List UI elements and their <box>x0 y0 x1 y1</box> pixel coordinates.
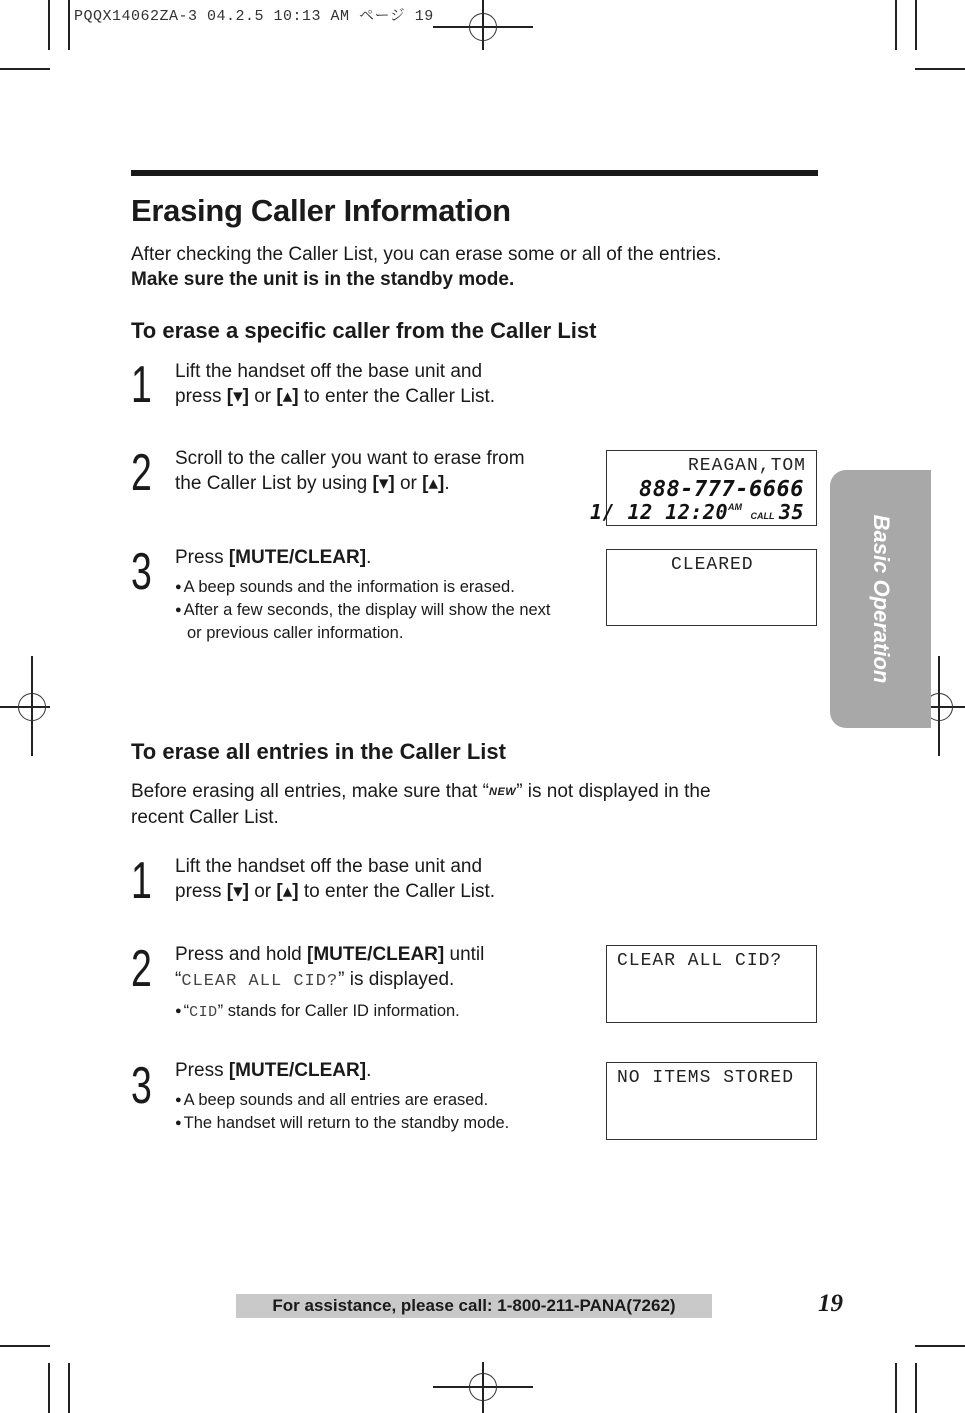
lcd-am: AM <box>728 502 742 512</box>
lcd-date-time: 1/ 12 12:20 <box>590 500 728 524</box>
lcd-caller-name: REAGAN,TOM <box>687 456 806 476</box>
registration-circle <box>469 13 497 41</box>
crop-mark <box>0 1345 50 1347</box>
down-key: [▾] <box>226 386 249 407</box>
crop-mark <box>895 0 897 50</box>
section2-step1 <box>175 854 575 904</box>
mute-clear-key: [MUTE/CLEAR] <box>228 547 367 568</box>
lcd-display-cleared <box>606 549 817 626</box>
crop-mark <box>895 1363 897 1413</box>
section-side-tab <box>830 470 931 728</box>
section2-step2 <box>175 942 575 1024</box>
bullet-item: ● “CID” stands for Caller ID information. <box>175 1000 575 1024</box>
intro-paragraph <box>131 242 821 292</box>
section1-heading: To erase a specific caller from the Caller List <box>131 318 597 343</box>
title-rule <box>131 170 818 176</box>
bullet-item: ● The handset will return to the standby mode. <box>175 1112 575 1135</box>
crop-mark <box>915 1363 917 1413</box>
step-number: 3 <box>131 543 152 601</box>
crop-mark <box>68 1363 70 1413</box>
mute-clear-key: [MUTE/CLEAR] <box>228 1060 367 1081</box>
footer-bar <box>236 1294 712 1318</box>
crop-mark <box>68 0 70 50</box>
step-line: Lift the handset off the base unit and <box>175 361 483 382</box>
crop-mark <box>48 0 50 50</box>
section1-step1 <box>175 359 575 409</box>
step-line: Press [MUTE/CLEAR]. <box>175 1060 372 1081</box>
step-number: 2 <box>131 444 152 502</box>
print-slug: PQQX14062ZA-3 04.2.5 10:13 AM ページ 19 <box>74 8 434 25</box>
section1-step2 <box>175 446 575 496</box>
footer-assistance-text: For assistance, please call: 1-800-211-PANA(7262) <box>272 1296 676 1315</box>
section2-heading: To erase all entries in the Caller List <box>131 739 506 764</box>
step-line: press [▾] or [▴] to enter the Caller List. <box>175 386 496 407</box>
lcd-no-items-text: NO ITEMS STORED <box>617 1068 795 1088</box>
lcd-display-no-items <box>606 1062 817 1140</box>
step-number: 1 <box>131 852 152 910</box>
lcd-display-caller <box>590 450 817 526</box>
page-number: 19 <box>818 1290 843 1317</box>
step-line: Press and hold [MUTE/CLEAR] until <box>175 944 485 965</box>
crop-mark <box>48 1363 50 1413</box>
lcd-clear-all-text: CLEAR ALL CID? <box>617 951 783 971</box>
up-key: [▴] <box>276 881 299 902</box>
step-number: 3 <box>131 1057 152 1115</box>
down-key: [▾] <box>372 473 395 494</box>
intro-text: After checking the Caller List, you can erase some or all of the entries. <box>131 244 722 265</box>
section1-step3 <box>175 545 555 645</box>
step-line: Scroll to the caller you want to erase from <box>175 448 525 469</box>
down-key: [▾] <box>226 881 249 902</box>
section2-intro <box>131 779 821 830</box>
bullet-item: ● A beep sounds and the information is erased. <box>175 576 555 599</box>
step-line: the Caller List by using [▾] or [▴]. <box>175 473 450 494</box>
section2-intro-line: Before erasing all entries, make sure that “NEW” is not displayed in the <box>131 779 821 805</box>
page-title: Erasing Caller Information <box>131 193 511 228</box>
intro-bold-text: Make sure the unit is in the standby mode. <box>131 269 515 290</box>
lcd-date-row <box>590 500 804 524</box>
crop-mark <box>915 1345 965 1347</box>
registration-circle <box>469 1373 497 1401</box>
step-line: Lift the handset off the base unit and <box>175 856 483 877</box>
up-key: [▴] <box>422 473 445 494</box>
step-line: press [▾] or [▴] to enter the Caller List. <box>175 881 496 902</box>
mute-clear-key: [MUTE/CLEAR] <box>307 944 445 965</box>
new-badge: NEW <box>489 786 517 798</box>
clear-all-cid-text: CLEAR ALL CID? <box>181 972 339 991</box>
side-tab-label: Basic Operation <box>868 514 894 684</box>
lcd-display-clear-all <box>606 945 817 1023</box>
lcd-call-count: 35 <box>778 500 804 524</box>
lcd-call-label: CALL <box>750 511 775 521</box>
lcd-cleared-text: CLEARED <box>671 555 754 575</box>
cid-text: CID <box>189 1004 218 1021</box>
crop-mark <box>0 68 50 70</box>
section2-intro-line: recent Caller List. <box>131 807 279 828</box>
step-number: 2 <box>131 940 152 998</box>
lcd-caller-number: 888-777-6666 <box>639 477 804 502</box>
section2-step3 <box>175 1058 575 1135</box>
bullet-item: ● A beep sounds and all entries are erased. <box>175 1089 575 1112</box>
step-line: “CLEAR ALL CID?” is displayed. <box>175 969 455 991</box>
up-key: [▴] <box>276 386 299 407</box>
registration-circle <box>18 693 46 721</box>
bullet-item: ● After a few seconds, the display will show the next or previous caller information. <box>175 599 555 645</box>
step-number: 1 <box>131 356 152 414</box>
step-line: Press [MUTE/CLEAR]. <box>175 547 372 568</box>
crop-mark <box>915 0 917 50</box>
crop-mark <box>915 68 965 70</box>
